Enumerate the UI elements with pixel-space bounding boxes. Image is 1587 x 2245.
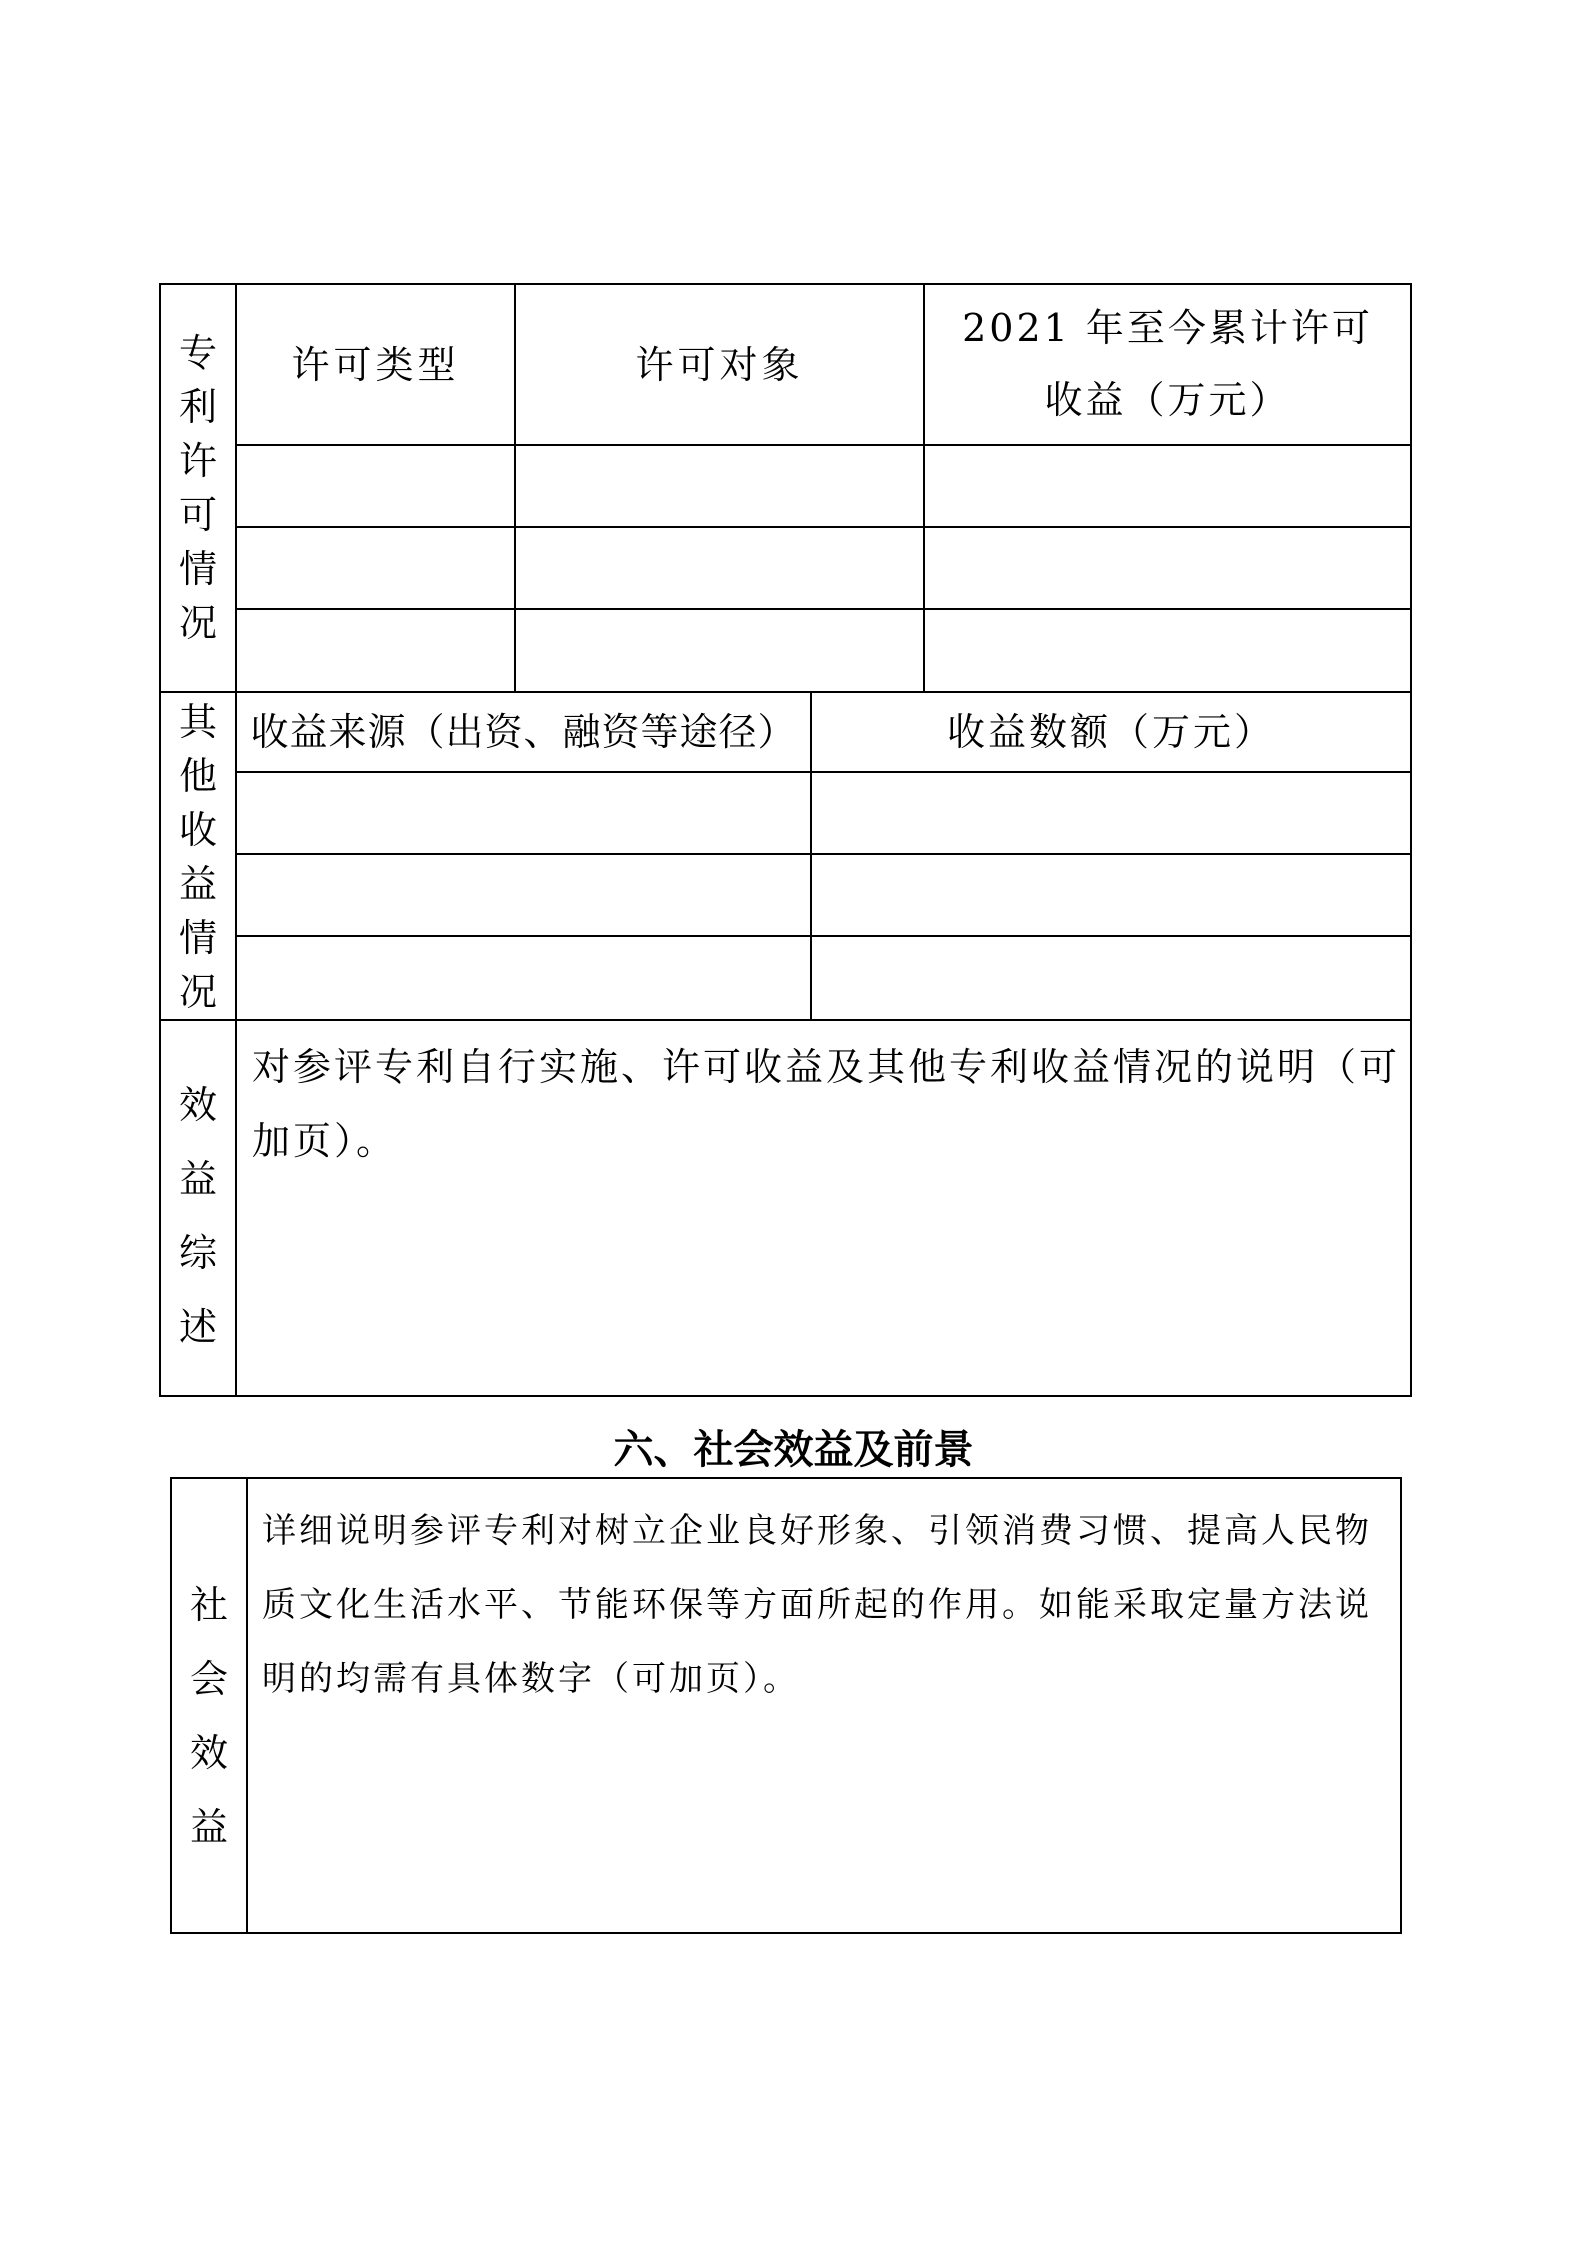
label-char: 其 — [178, 700, 217, 744]
social-benefit-text: 详细说明参评专利对树立企业良好形象、引领消费习惯、提高人民物质文化生活水平、节能环保等方面所起的作用。如能采取定量方法说明的均需有具体数字（可加页）。 — [262, 1511, 1372, 1699]
header-license-income — [925, 285, 1410, 444]
table-border-right — [1400, 1477, 1402, 1934]
table-border-top — [170, 1477, 1402, 1479]
patent-license-label — [161, 331, 235, 645]
label-char: 社 — [189, 1583, 228, 1627]
label-char: 会 — [189, 1657, 228, 1701]
label-char: 效 — [178, 1083, 217, 1127]
label-char: 收 — [178, 808, 217, 852]
label-char: 益 — [189, 1805, 228, 1849]
label-char: 许 — [178, 439, 217, 483]
label-column-divider — [235, 283, 237, 1397]
label-char: 况 — [178, 970, 217, 1014]
table-border-right — [1410, 283, 1412, 1397]
label-char: 况 — [178, 601, 217, 645]
label-char: 益 — [178, 1157, 217, 1201]
label-char: 情 — [178, 916, 217, 960]
table-border-bottom — [170, 1932, 1402, 1934]
header-license-type: 许可类型 — [291, 342, 460, 387]
row-divider — [235, 771, 1412, 773]
header-license-income-line2: 收益（万元） — [1044, 378, 1291, 422]
header-license-income-line1: 2021 年至今累计许可 — [962, 306, 1373, 350]
benefit-summary-label — [161, 1083, 235, 1349]
label-char: 述 — [178, 1305, 217, 1349]
table-border-bottom — [159, 1395, 1412, 1397]
row-divider — [235, 935, 1412, 937]
section-six-title: 六、社会效益及前景 — [613, 1427, 974, 1473]
row-divider — [235, 526, 1412, 528]
benefit-summary-text: 对参评专利自行实施、许可收益及其他专利收益情况的说明（可加页）。 — [252, 1045, 1401, 1163]
label-char: 综 — [178, 1231, 217, 1275]
row-divider — [235, 853, 1412, 855]
row-divider — [235, 608, 1412, 610]
label-char: 可 — [178, 493, 217, 537]
row-divider — [235, 444, 1412, 446]
label-char: 他 — [178, 754, 217, 798]
label-column-divider — [246, 1477, 248, 1934]
label-char: 利 — [178, 385, 217, 429]
label-char: 专 — [178, 331, 217, 375]
section-divider — [159, 1019, 1412, 1021]
other-income-label — [161, 700, 235, 1014]
header-license-target: 许可对象 — [635, 342, 804, 387]
label-char: 效 — [189, 1731, 228, 1775]
social-benefit-label — [172, 1583, 246, 1849]
label-char: 情 — [178, 547, 217, 591]
header-income-source: 收益来源（出资、融资等途径） — [250, 710, 797, 754]
header-income-amount: 收益数额（万元） — [946, 710, 1275, 754]
label-char: 益 — [178, 862, 217, 906]
